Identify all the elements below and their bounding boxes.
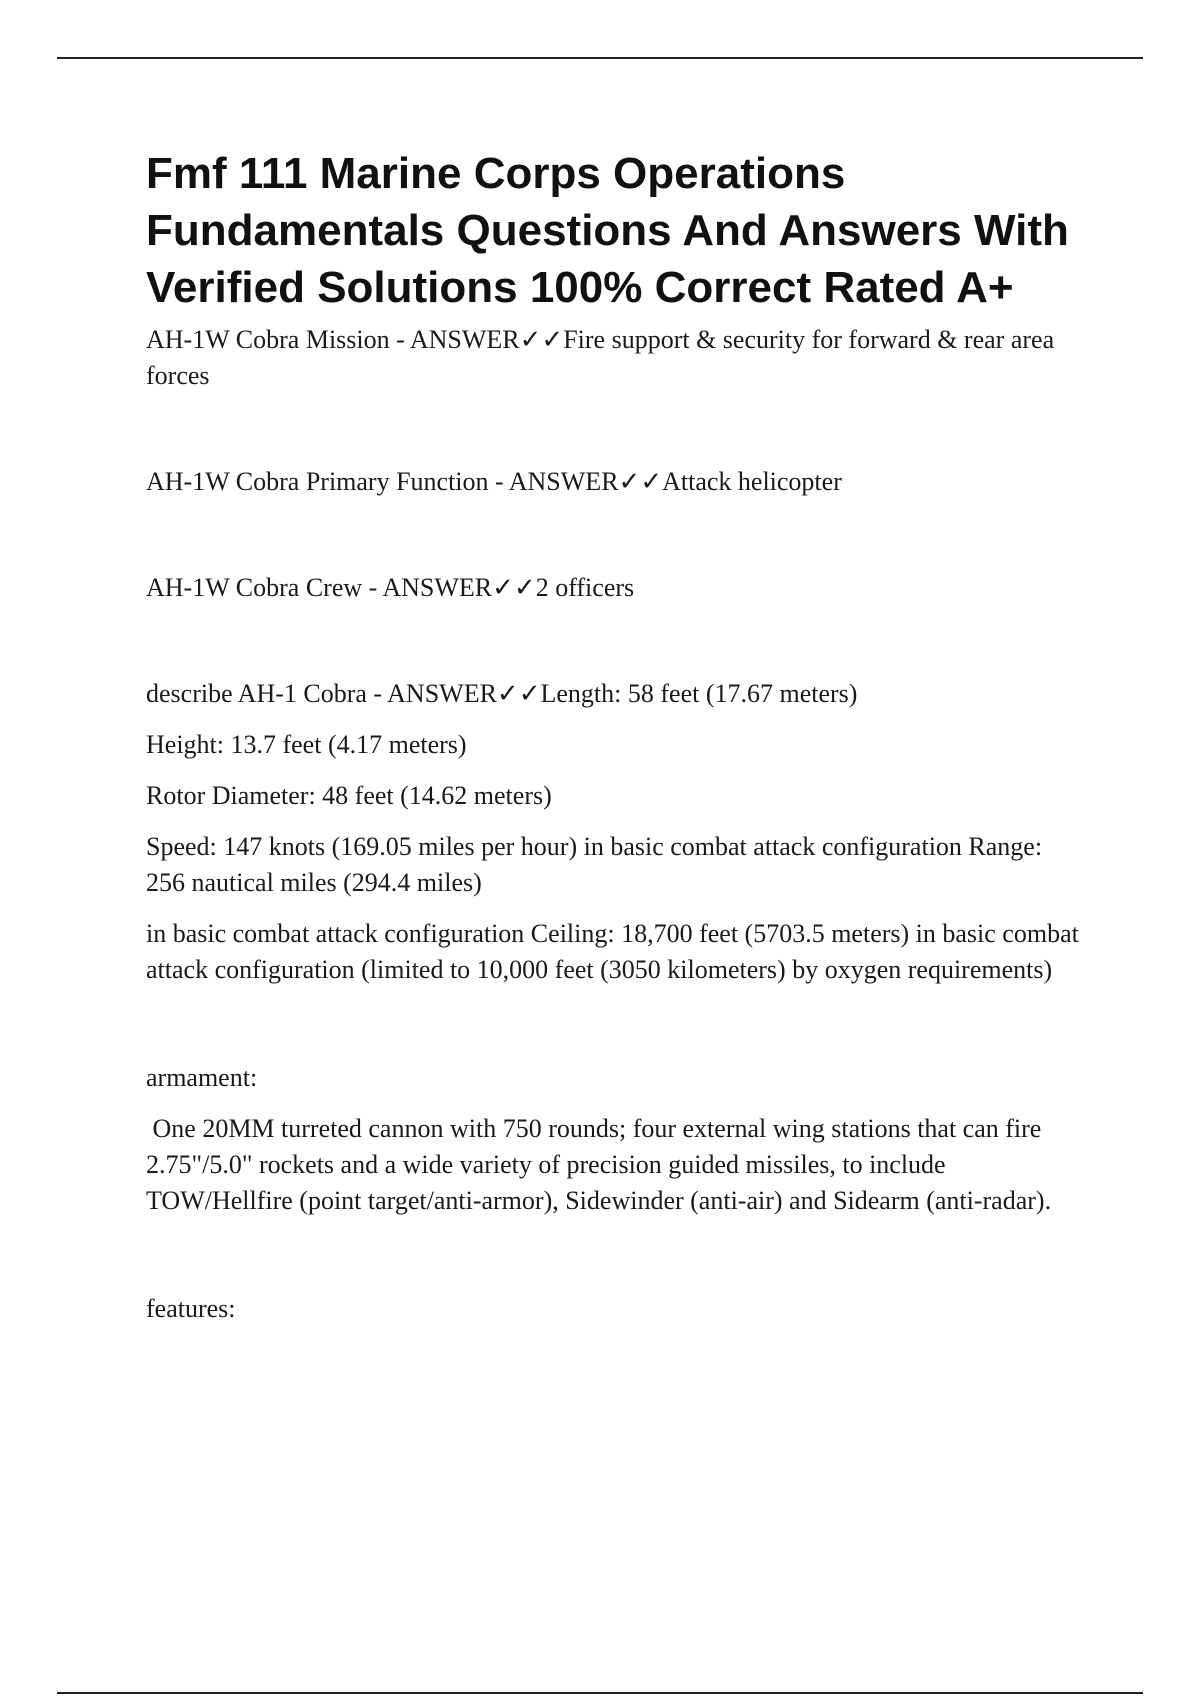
- features-heading: features:: [146, 1294, 236, 1323]
- document-title: Fmf 111 Marine Corps Operations Fundamentals Questions And Answers With Verified Solutions 100% Correct Rated A+: [146, 149, 1069, 312]
- armament-heading: armament:: [146, 1063, 258, 1092]
- bottom-rule: [57, 1692, 1143, 1694]
- qa-cobra-mission: AH-1W Cobra Mission - ANSWER✓✓Fire support & security for forward & rear area forces: [146, 325, 1061, 390]
- qa-cobra-primary-function: AH-1W Cobra Primary Function - ANSWER✓✓Attack helicopter: [146, 467, 842, 496]
- qa-describe-cobra: describe AH-1 Cobra - ANSWER✓✓Length: 58 feet (17.67 meters): [146, 679, 858, 708]
- spec-height: Height: 13.7 feet (4.17 meters): [146, 730, 467, 759]
- document-body: [146, 145, 1086, 1327]
- spec-ceiling: in basic combat attack configuration Ceiling: 18,700 feet (5703.5 meters) in basic combat attack configuration (limited to 10,000 feet (3050 kilometers) by oxygen requirements): [146, 919, 1086, 984]
- spec-speed-range: Speed: 147 knots (169.05 miles per hour) in basic combat attack configuration Range: 256 nautical miles (294.4 miles): [146, 832, 1049, 897]
- spec-rotor-diameter: Rotor Diameter: 48 feet (14.62 meters): [146, 781, 552, 810]
- qa-cobra-crew: AH-1W Cobra Crew - ANSWER✓✓2 officers: [146, 573, 635, 602]
- armament-details: One 20MM turreted cannon with 750 rounds; four external wing stations that can fire 2.75"/5.0" rockets and a wide variety of precision guided missiles, to include TOW/Hellfire (point target/anti-armor), Sidewinder (anti-air) and Sidearm (anti-radar).: [146, 1114, 1052, 1215]
- top-rule: [57, 57, 1143, 59]
